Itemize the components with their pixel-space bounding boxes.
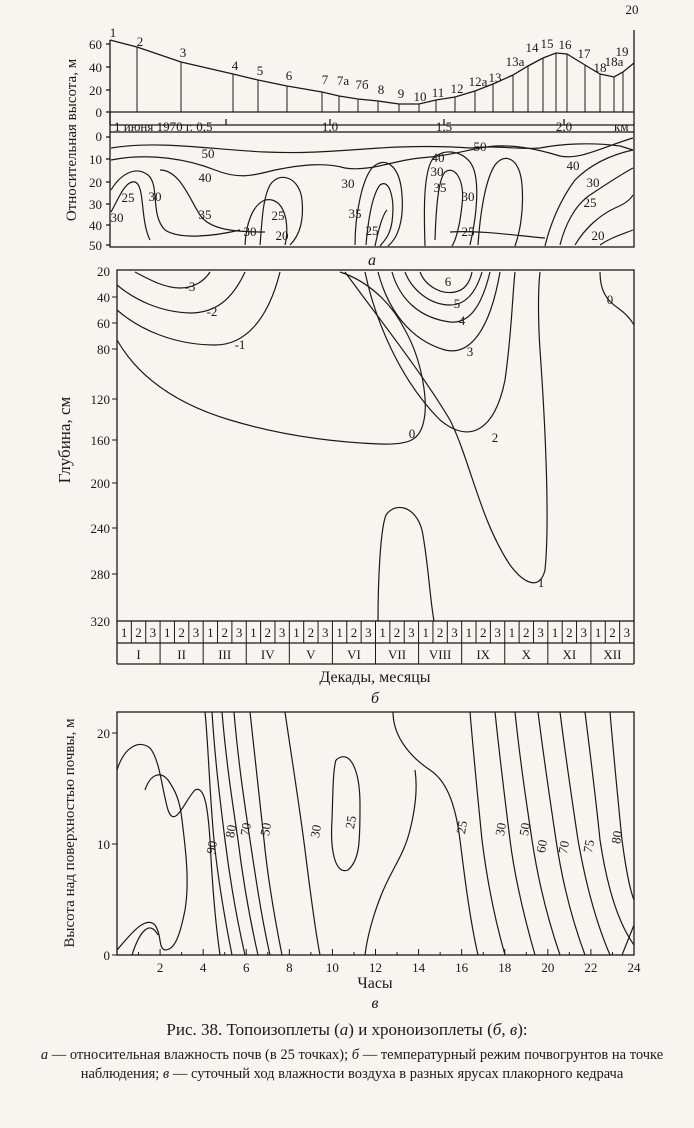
point-label: 3	[179, 45, 187, 60]
point-label: 18	[593, 60, 607, 75]
point-label: 4	[231, 58, 239, 73]
contour-label: 1	[537, 575, 545, 590]
depth-ytick: 320	[90, 614, 110, 629]
decade-label: 1	[250, 625, 257, 640]
decade-label: 1	[293, 625, 300, 640]
decade-label: 2	[307, 625, 315, 640]
panel-b-letter: б	[370, 690, 380, 707]
depth-ytick: 20	[97, 264, 110, 279]
point-label: 6	[285, 68, 293, 83]
month-label: V	[306, 647, 316, 662]
point-label: 7б	[355, 77, 369, 92]
profile-ytick: 20	[89, 83, 102, 98]
point-label: 7а	[336, 73, 350, 88]
month-label: I	[136, 647, 141, 662]
decade-label: 2	[178, 625, 185, 640]
decade-label: 2	[523, 625, 530, 640]
depth-ytick: 240	[90, 521, 110, 536]
decade-label: 2	[436, 625, 444, 640]
depth-ytick: 80	[97, 342, 110, 357]
point-label: 17	[577, 46, 591, 61]
contour-label: 40	[198, 170, 212, 185]
panel-a-profile-frame	[110, 20, 634, 113]
contour-label: 25	[461, 224, 475, 239]
decade-label: 2	[221, 625, 228, 640]
point-label: 10	[413, 89, 427, 104]
contour-label: 3	[466, 344, 474, 359]
contour-label: 0	[408, 426, 416, 441]
point-label: 8	[377, 82, 385, 97]
contour-label: -1	[234, 337, 246, 352]
distance-tick: 1,5	[435, 119, 453, 134]
figure-caption-body: а — относительная влажность почв (в 25 точках); б — температурный режим почвогрунтов на точке наблюдения; в — суточный ход влажности воздуха в разных ярусах плакорного кедрача	[40, 1047, 664, 1082]
decade-label: 1	[465, 625, 473, 640]
depth-ytick: 200	[90, 476, 110, 491]
depth-ytick: 20	[89, 175, 102, 190]
point-label: 16	[558, 37, 572, 52]
point-label: 12	[450, 81, 464, 96]
contour-label: 40	[566, 158, 580, 173]
depth-ytick: 50	[89, 238, 102, 253]
decade-label: 2	[135, 625, 142, 640]
panel-b-frame	[117, 270, 634, 621]
contour-label: 20	[275, 228, 289, 243]
point-label: 19	[615, 44, 629, 59]
panel-c-contours	[117, 712, 634, 955]
month-label: II	[177, 647, 186, 662]
hour-label: 24	[627, 960, 641, 975]
panel-c	[112, 712, 634, 955]
decade-label: 1	[164, 625, 171, 640]
contour-label: 25	[365, 223, 379, 238]
point-label: 15	[540, 36, 554, 51]
panel-a-contour-labels	[111, 139, 605, 243]
point-label: 9	[397, 86, 405, 101]
month-label: X	[521, 647, 531, 662]
hour-label: 10	[325, 960, 339, 975]
hour-label: 2	[156, 960, 164, 975]
decade-label: 3	[235, 625, 243, 640]
decade-label: 3	[278, 625, 286, 640]
hour-label: 4	[199, 960, 207, 975]
contour-label: 35	[433, 180, 447, 195]
point-label: 18а	[604, 54, 624, 69]
point-label: 7	[321, 72, 329, 87]
contour-label: 25	[583, 195, 597, 210]
contour-label: 25	[453, 819, 471, 835]
decade-label: 1	[551, 625, 559, 640]
contour-label: 30	[430, 164, 444, 179]
panel-c-contour-labels	[203, 815, 625, 855]
profile-ytick: 40	[89, 60, 102, 75]
terrain-profile	[110, 40, 634, 104]
contour-label: 30	[243, 224, 257, 239]
decade-label: 1	[422, 625, 430, 640]
depth-ytick: 160	[90, 433, 110, 448]
decade-label: 3	[494, 625, 501, 640]
panel-b-contours	[117, 272, 634, 621]
panel-a-ylabel: Относительная высота, м	[64, 58, 80, 222]
contour-label: 50	[201, 146, 215, 161]
panel-c-letter: в	[371, 995, 379, 1012]
decade-label: 3	[451, 625, 458, 640]
month-label: III	[218, 647, 232, 662]
contour-label: 25	[342, 814, 360, 830]
hour-label: 12	[369, 960, 382, 975]
hour-label: 20	[541, 960, 555, 975]
decade-label: 2	[609, 625, 616, 640]
point-label: 20	[625, 2, 639, 17]
contour-label: 70	[555, 839, 573, 855]
distance-tick: 1,0	[321, 119, 339, 134]
contour-label: 90	[203, 839, 221, 855]
panel-c-xlabel: Часы	[357, 975, 393, 992]
decade-label: 2	[350, 625, 358, 640]
contour-label: 4	[458, 313, 466, 328]
panel-b-ylabel: Глубина, см	[55, 396, 74, 484]
contour-label: 20	[591, 228, 605, 243]
height-ytick: 0	[103, 948, 110, 963]
point-label: 13	[488, 70, 502, 85]
month-label: VII	[388, 647, 407, 662]
point-label: 2	[136, 34, 144, 49]
hour-labels	[157, 960, 641, 975]
contour-label: 30	[148, 189, 162, 204]
contour-label: 80	[222, 823, 240, 839]
month-labels	[136, 647, 621, 662]
contour-label: 50	[516, 821, 534, 837]
point-label: 12а	[468, 74, 488, 89]
depth-ytick: 30	[89, 197, 102, 212]
month-label: IV	[260, 647, 275, 662]
decade-label: 2	[566, 625, 573, 640]
hour-label: 14	[412, 960, 426, 975]
panel-c-frame	[117, 712, 634, 955]
decade-label: 2	[393, 625, 401, 640]
contour-label: 30	[307, 823, 325, 839]
contour-label: 6	[444, 274, 452, 289]
contour-label: 30	[492, 821, 510, 837]
hour-label: 6	[243, 960, 250, 975]
decade-label: 3	[365, 625, 372, 640]
panel-b	[112, 270, 634, 664]
decade-label: 3	[149, 625, 157, 640]
contour-label: 2	[491, 430, 499, 445]
contour-label: 50	[473, 139, 487, 154]
point-label: 11	[431, 85, 445, 100]
distance-tick: 2,0	[555, 119, 573, 134]
decade-label: 1	[379, 625, 386, 640]
point-label: 14	[525, 40, 539, 55]
hour-label: 22	[584, 960, 598, 975]
hour-label: 8	[286, 960, 293, 975]
height-ytick: 20	[97, 726, 110, 741]
contour-label: 30	[110, 210, 124, 225]
contour-label: 60	[533, 838, 551, 854]
depth-ytick: 120	[90, 392, 110, 407]
distance-tick: 1 июня 1970 г. 0,5	[114, 119, 213, 134]
depth-ytick: 40	[97, 290, 110, 305]
contour-label: 50	[257, 821, 275, 837]
decade-label: 3	[408, 625, 415, 640]
month-label: VIII	[428, 647, 452, 662]
month-label: VI	[347, 647, 361, 662]
decade-label: 2	[264, 625, 272, 640]
decade-label: 3	[580, 625, 587, 640]
depth-ytick: 60	[97, 316, 110, 331]
point-label: 1	[109, 25, 117, 40]
month-label: IX	[476, 647, 491, 662]
contour-label: 25	[271, 208, 285, 223]
month-label: XII	[603, 647, 622, 662]
decade-label: 3	[537, 625, 544, 640]
decade-label: 3	[623, 625, 631, 640]
decade-label: 1	[207, 625, 214, 640]
contour-label: -3	[184, 279, 196, 294]
contour-label: -2	[206, 304, 218, 319]
contour-label: 35	[198, 207, 212, 222]
panel-b-contour-labels	[185, 274, 614, 590]
distance-unit: км	[614, 119, 629, 134]
decade-label: 3	[192, 625, 200, 640]
profile-ytick: 60	[89, 37, 102, 52]
height-ytick: 10	[97, 837, 110, 852]
decade-label: 1	[594, 625, 602, 640]
decade-label: 3	[321, 625, 329, 640]
point-label: 13а	[505, 54, 525, 69]
hour-label: 16	[455, 960, 469, 975]
depth-ytick: 40	[89, 218, 102, 233]
contour-label: 0	[606, 292, 614, 307]
contour-label: 35	[348, 206, 362, 221]
contour-label: 40	[431, 150, 445, 165]
panel-a-letter: а	[368, 252, 376, 269]
hour-label: 18	[498, 960, 512, 975]
contour-label: 25	[121, 190, 135, 205]
panel-c-ylabel: Высота над поверхностью почвы, м	[62, 718, 78, 948]
depth-ytick: 0	[95, 129, 102, 144]
panel-b-xlabel: Декады, месяцы	[319, 669, 431, 686]
point-label: 5	[256, 63, 264, 78]
contour-label: 5	[453, 296, 461, 311]
decade-label: 1	[336, 625, 343, 640]
decade-label: 1	[508, 625, 516, 640]
depth-ytick: 280	[90, 567, 110, 582]
depth-ytick: 10	[89, 152, 102, 167]
contour-label: 30	[586, 175, 600, 190]
contour-label: 70	[237, 821, 255, 837]
contour-label: 30	[341, 176, 355, 191]
profile-ytick: 0	[95, 105, 102, 120]
contour-label: 30	[461, 189, 475, 204]
contour-label: 75	[580, 838, 598, 854]
decade-label: 1	[120, 625, 128, 640]
figure-caption-title: Рис. 38. Топоизоплеты (а) и хроноизоплеты (б, в):	[166, 1020, 528, 1039]
month-label: XI	[562, 647, 577, 662]
decade-label: 2	[479, 625, 487, 640]
contour-label: 80	[608, 829, 626, 845]
